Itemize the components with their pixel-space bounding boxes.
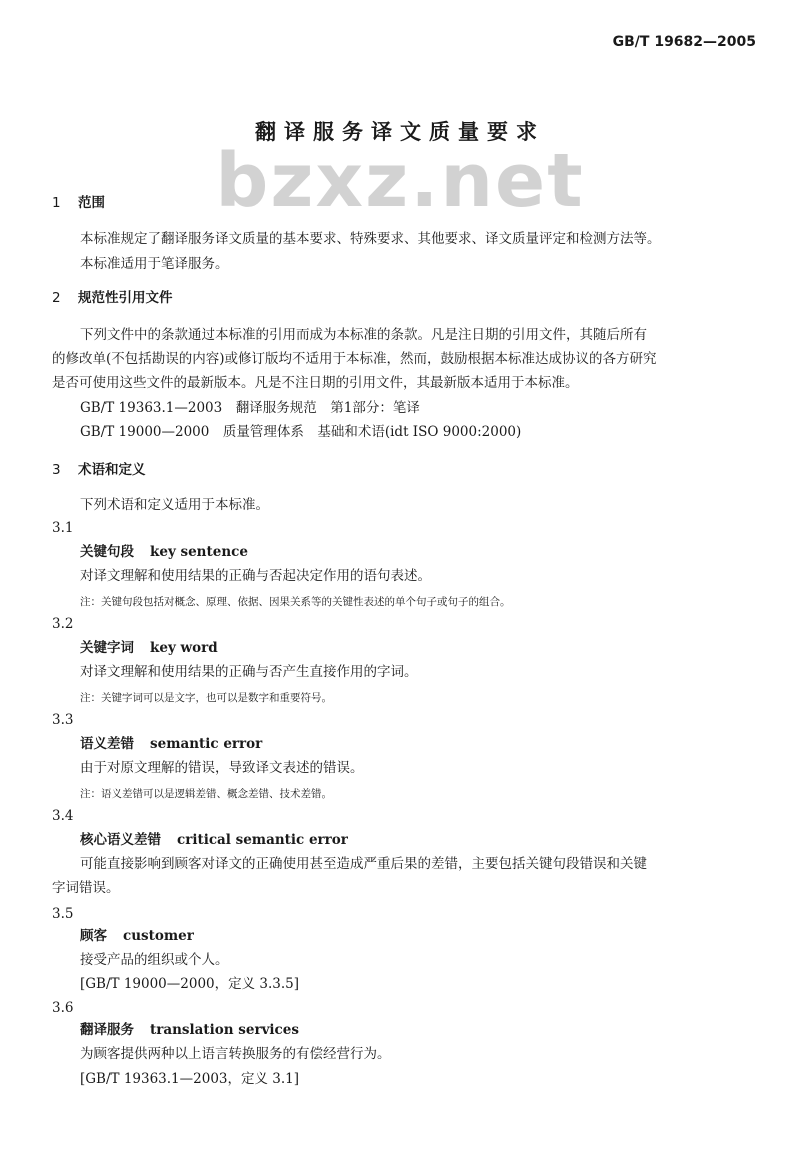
term-definition: 对译文理解和使用结果的正确与否产生直接作用的字词。 <box>80 664 418 680</box>
section-1-para-2: 本标准适用于笔译服务。 <box>80 256 229 272</box>
term-en: translation services <box>150 1022 299 1038</box>
term-note: 注：语义差错可以是逻辑差错、概念差错、技术差错。 <box>80 788 332 800</box>
section-1-para-1: 本标准规定了翻译服务译文质量的基本要求、特殊要求、其他要求、译文质量评定和检测方法等。 <box>80 231 661 247</box>
term-note: 注：关键句段包括对概念、原理、依据、因果关系等的关键性表述的单个句子或句子的组合。 <box>80 596 511 608</box>
normative-reference-2: GB/T 19000—2000 质量管理体系 基础和术语(idt ISO 9000:2000) <box>80 424 522 440</box>
term-number: 3.3 <box>52 712 74 728</box>
section-number: 3 <box>52 462 61 478</box>
term-en: customer <box>123 928 194 944</box>
term-zh: 核心语义差错 <box>80 832 161 848</box>
term-note: 注：关键字词可以是文字，也可以是数字和重要符号。 <box>80 692 332 704</box>
term-zh: 关键句段 <box>80 544 134 560</box>
term-heading <box>80 640 218 657</box>
section-2-para-line-3: 是否可使用这些文件的最新版本。凡是不注日期的引用文件，其最新版本适用于本标准。 <box>52 375 579 391</box>
section-title: 范围 <box>78 195 105 211</box>
term-zh: 语义差错 <box>80 736 134 752</box>
section-title: 规范性引用文件 <box>78 290 173 306</box>
section-number: 2 <box>52 290 61 306</box>
term-zh: 顾客 <box>80 928 107 944</box>
term-number: 3.1 <box>52 520 74 536</box>
term-zh: 翻译服务 <box>80 1022 134 1038</box>
document-title: 翻译服务译文质量要求 <box>255 120 545 144</box>
section-3-intro: 下列术语和定义适用于本标准。 <box>80 497 269 513</box>
term-number: 3.5 <box>52 906 74 922</box>
term-heading <box>80 928 194 945</box>
section-2-heading <box>52 290 173 307</box>
term-heading <box>80 736 262 753</box>
section-2-para-line-2: 的修改单(不包括勘误的内容)或修订版均不适用于本标准，然而，鼓励根据本标准达成协议的各方研究 <box>52 351 657 367</box>
term-en: key sentence <box>150 544 248 560</box>
term-heading <box>80 1022 299 1039</box>
section-3-heading <box>52 462 146 479</box>
term-number: 3.4 <box>52 808 74 824</box>
term-definition-line-1: 可能直接影响到顾客对译文的正确使用甚至造成严重后果的差错，主要包括关键句段错误和关键 <box>80 856 647 872</box>
term-source: [GB/T 19000—2000，定义 3.3.5] <box>80 976 300 992</box>
term-en: critical semantic error <box>177 832 348 848</box>
term-en: semantic error <box>150 736 263 752</box>
term-en: key word <box>150 640 218 656</box>
watermark: bzxz.net <box>215 138 585 224</box>
standard-number: GB/T 19682—2005 <box>612 34 756 50</box>
term-heading <box>80 832 348 849</box>
term-definition: 由于对原文理解的错误，导致译文表述的错误。 <box>80 760 364 776</box>
term-definition-line-2: 字词错误。 <box>52 880 120 896</box>
term-definition: 接受产品的组织或个人。 <box>80 952 229 968</box>
term-definition: 为顾客提供两种以上语言转换服务的有偿经营行为。 <box>80 1046 391 1062</box>
section-title: 术语和定义 <box>78 462 146 478</box>
term-source: [GB/T 19363.1—2003，定义 3.1] <box>80 1071 300 1087</box>
section-2-para-line-1: 下列文件中的条款通过本标准的引用而成为本标准的条款。凡是注日期的引用文件，其随后所有 <box>80 327 647 343</box>
normative-reference-1: GB/T 19363.1—2003 翻译服务规范 第1部分：笔译 <box>80 400 420 416</box>
section-number: 1 <box>52 195 61 211</box>
term-number: 3.2 <box>52 616 74 632</box>
term-zh: 关键字词 <box>80 640 134 656</box>
term-number: 3.6 <box>52 1000 74 1016</box>
term-heading <box>80 544 248 561</box>
term-definition: 对译文理解和使用结果的正确与否起决定作用的语句表述。 <box>80 568 431 584</box>
section-1-heading <box>52 195 105 212</box>
